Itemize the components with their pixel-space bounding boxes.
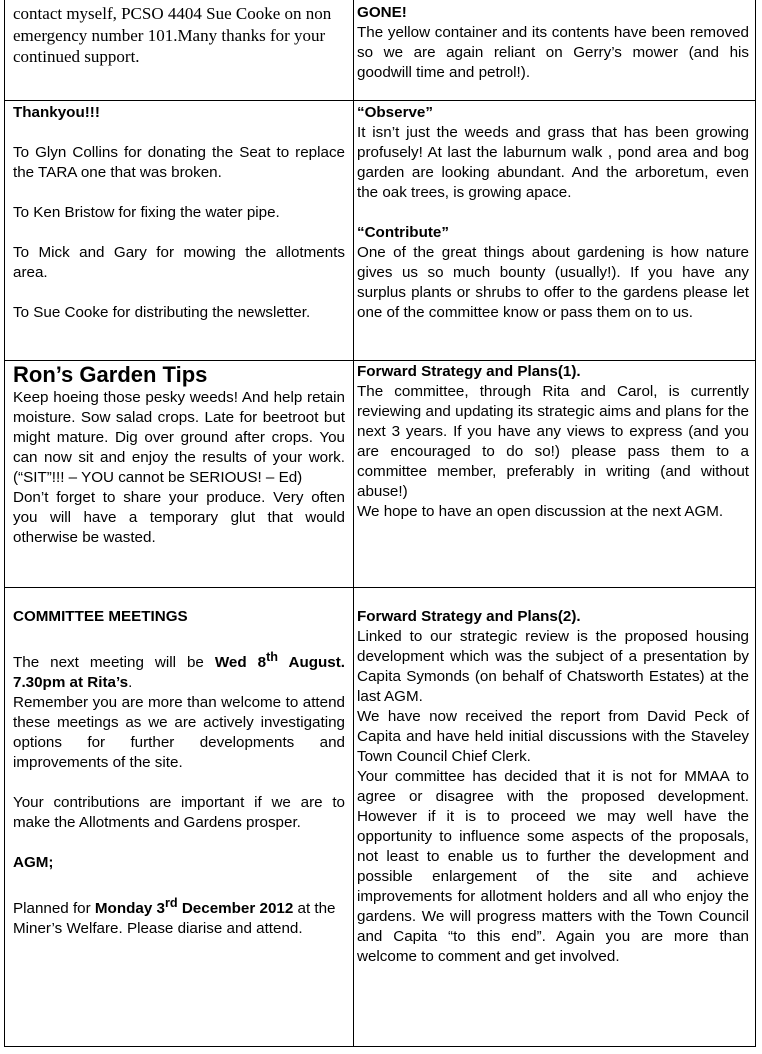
- gone-cell: [357, 3, 749, 83]
- garden-tips-title: Ron’s Garden Tips: [13, 362, 208, 387]
- thankyou-item: To Mick and Gary for mowing the allotments area.: [13, 244, 345, 281]
- strategy2-paragraph: Linked to our strategic review is the proposed housing development which was the subject of a presentation by Capita Symonds (on behalf of Chatsworth Estates) at the last AGM.: [357, 628, 749, 705]
- thankyou-item: To Glyn Collins for donating the Seat to replace the TARA one that was broken.: [13, 144, 345, 181]
- strategy1-title: Forward Strategy and Plans(1).: [357, 363, 581, 380]
- row-divider: [5, 100, 755, 101]
- strategy1-paragraph: The committee, through Rita and Carol, is currently reviewing and updating its strategic aims and plans for the next 3 years. If you have any views to express (and you are encouraged to do so!) please pass them to a committee member, preferably in writing (and without abuse!): [357, 383, 749, 500]
- row-divider: [5, 587, 755, 588]
- thankyou-title: Thankyou!!!: [13, 104, 100, 121]
- gone-title: GONE!: [357, 4, 407, 21]
- agm-title: AGM;: [13, 854, 54, 872]
- observe-contribute-cell: [357, 103, 749, 323]
- strategy2-cell: [357, 607, 749, 967]
- strategy2-paragraph: Your committee has decided that it is not for MMAA to agree or disagree with the proposed development. However if it is to proceed we may well have the opportunity to influence some aspects of the proposals, not least to enable us to further the development and possible enlargement of the site and achieve improvements for allotment holders and all who enjoy the gardens. We will progress matters with the Town Council and Capita “to this end”. Again you are more than welcome to comment and get involved.: [357, 768, 749, 965]
- thankyou-item: To Ken Bristow for fixing the water pipe.: [13, 204, 280, 221]
- meetings-paragraph: Your contributions are important if we are to make the Allotments and Gardens prosper.: [13, 794, 345, 832]
- gone-text: The yellow container and its contents have been removed so we are again reliant on Gerry’s mower (and his goodwill time and petrol!).: [357, 24, 749, 81]
- observe-text: It isn’t just the weeds and grass that has been growing profusely! At last the laburnum walk , pond area and bog garden are looking abundant. And the arboretum, even the oak trees, is growing apace.: [357, 124, 749, 201]
- row-divider: [5, 360, 755, 361]
- strategy2-paragraph: We have now received the report from David Peck of Capita and have held initial discussions with the Staveley Town Council Chief Clerk.: [357, 708, 749, 765]
- garden-tips-paragraph: Keep hoeing those pesky weeds! And help retain moisture. Sow salad crops. Late for beetroot but might mature. Dig over ground after crops. You can now sit and enjoy the results of your work. (“SIT”!!! – YOU cannot be SERIOUS! – Ed): [13, 389, 345, 486]
- intro-continuation-text: contact myself, PCSO 4404 Sue Cooke on non emergency number 101.Many thanks for your continued support.: [13, 4, 332, 66]
- meetings-title: COMMITTEE MEETINGS: [13, 608, 188, 625]
- meetings-paragraph: Remember you are more than welcome to attend these meetings as we are actively investigating options for further developments and improvements of the site.: [13, 694, 345, 772]
- contribute-title: “Contribute”: [357, 224, 449, 241]
- intro-continuation-cell: [13, 3, 345, 68]
- thankyou-item: To Sue Cooke for distributing the newsletter.: [13, 304, 311, 321]
- garden-tips-paragraph: Don’t forget to share your produce. Very often you will have a temporary glut that would otherwise be wasted.: [13, 489, 345, 546]
- strategy1-paragraph: We hope to have an open discussion at the next AGM.: [357, 503, 724, 520]
- agm-text: Planned for Monday 3rd December 2012 at the Miner’s Welfare. Please diarise and attend.: [13, 896, 336, 938]
- observe-title: “Observe”: [357, 104, 433, 121]
- newsletter-table: [4, 0, 756, 1047]
- garden-tips-cell: [13, 362, 345, 548]
- contribute-text: One of the great things about gardening is how nature gives us so much bounty (usually!). If you have any surplus plants or shrubs to offer to the gardens please let one of the committee know or pass them on to us.: [357, 244, 749, 321]
- next-meeting-text: The next meeting will be Wed 8th August. 7.30pm at Rita’s.: [13, 650, 345, 692]
- column-divider: [353, 0, 354, 1046]
- strategy2-title: Forward Strategy and Plans(2).: [357, 608, 581, 625]
- strategy1-cell: [357, 362, 749, 522]
- thankyou-cell: [13, 103, 345, 323]
- committee-meetings-cell: [13, 607, 345, 939]
